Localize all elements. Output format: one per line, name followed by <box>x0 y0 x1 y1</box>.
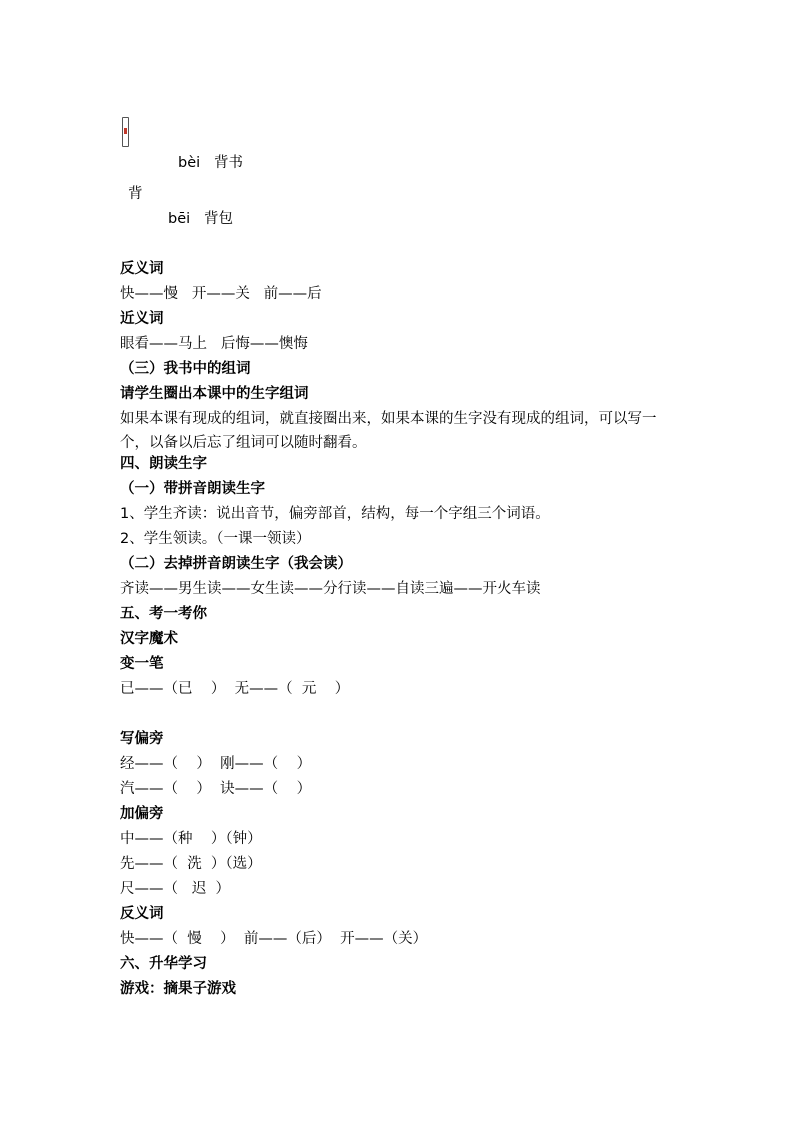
step-2: 2、学生领读。（一课一领读） <box>120 531 311 547</box>
antonym-heading: 反义词 <box>120 261 164 277</box>
pinyin-bei1: bēi <box>168 211 191 227</box>
bracket-icon <box>122 117 129 147</box>
section-4-1-heading: （一）带拼音朗读生字 <box>120 481 265 497</box>
antonym-items: 快——慢 开——关 前——后 <box>120 286 322 302</box>
section-4-heading: 四、朗读生字 <box>120 456 207 472</box>
magic-heading: 汉字魔术 <box>120 631 178 647</box>
add-radical-row-2: 先——（ 洗 ）（选） <box>120 856 262 872</box>
circle-words-heading: 请学生圈出本课中的生字组词 <box>120 386 309 402</box>
step-1: 1、学生齐读：说出音节，偏旁部首，结构，每一个字组三个词语。 <box>120 506 550 522</box>
polyphone-char: 背 <box>128 186 143 202</box>
synonym-heading: 近义词 <box>120 311 164 327</box>
word-beishu: 背书 <box>213 155 243 171</box>
change-stroke-heading: 变一笔 <box>120 656 164 672</box>
add-radical-heading: 加偏旁 <box>120 806 164 822</box>
section-5-heading: 五、考一考你 <box>120 606 207 622</box>
antonym-2-items: 快——（ 慢 ） 前——（后） 开——（关） <box>120 931 428 947</box>
add-radical-row-3: 尺——（ 迟 ） <box>120 881 231 897</box>
write-radical-row-2: 汽——（ ） 诀——（ ） <box>120 781 312 797</box>
pinyin-bei4: bèi <box>178 155 201 171</box>
antonym-2-heading: 反义词 <box>120 906 164 922</box>
add-radical-row-1: 中——（种 ）（钟） <box>120 831 262 847</box>
write-radical-heading: 写偏旁 <box>120 731 164 747</box>
section-4-2-heading: （二）去掉拼音朗读生字（我会读） <box>120 556 352 572</box>
synonym-items: 眼看——马上 后悔——懊悔 <box>120 336 308 352</box>
pinyin-row-2 <box>168 209 233 229</box>
pinyin-row-1 <box>178 153 243 173</box>
write-radical-row-1: 经——（ ） 刚——（ ） <box>120 756 312 772</box>
section-6-heading: 六、升华学习 <box>120 956 207 972</box>
section-3-heading: （三）我书中的组词 <box>120 361 251 377</box>
game-heading: 游戏：摘果子游戏 <box>120 981 236 997</box>
change-stroke-items: 已——（已 ） 无——（ 元 ） <box>120 681 350 697</box>
circle-words-paragraph: 如果本课有现成的组词，就直接圈出来，如果本课的生字没有现成的组词，可以写一个，以备以后忘了组词可以随时翻看。 <box>120 411 657 451</box>
word-beibao: 背包 <box>203 211 233 227</box>
read-chain: 齐读——男生读——女生读——分行读——自读三遍——开火车读 <box>120 581 541 597</box>
